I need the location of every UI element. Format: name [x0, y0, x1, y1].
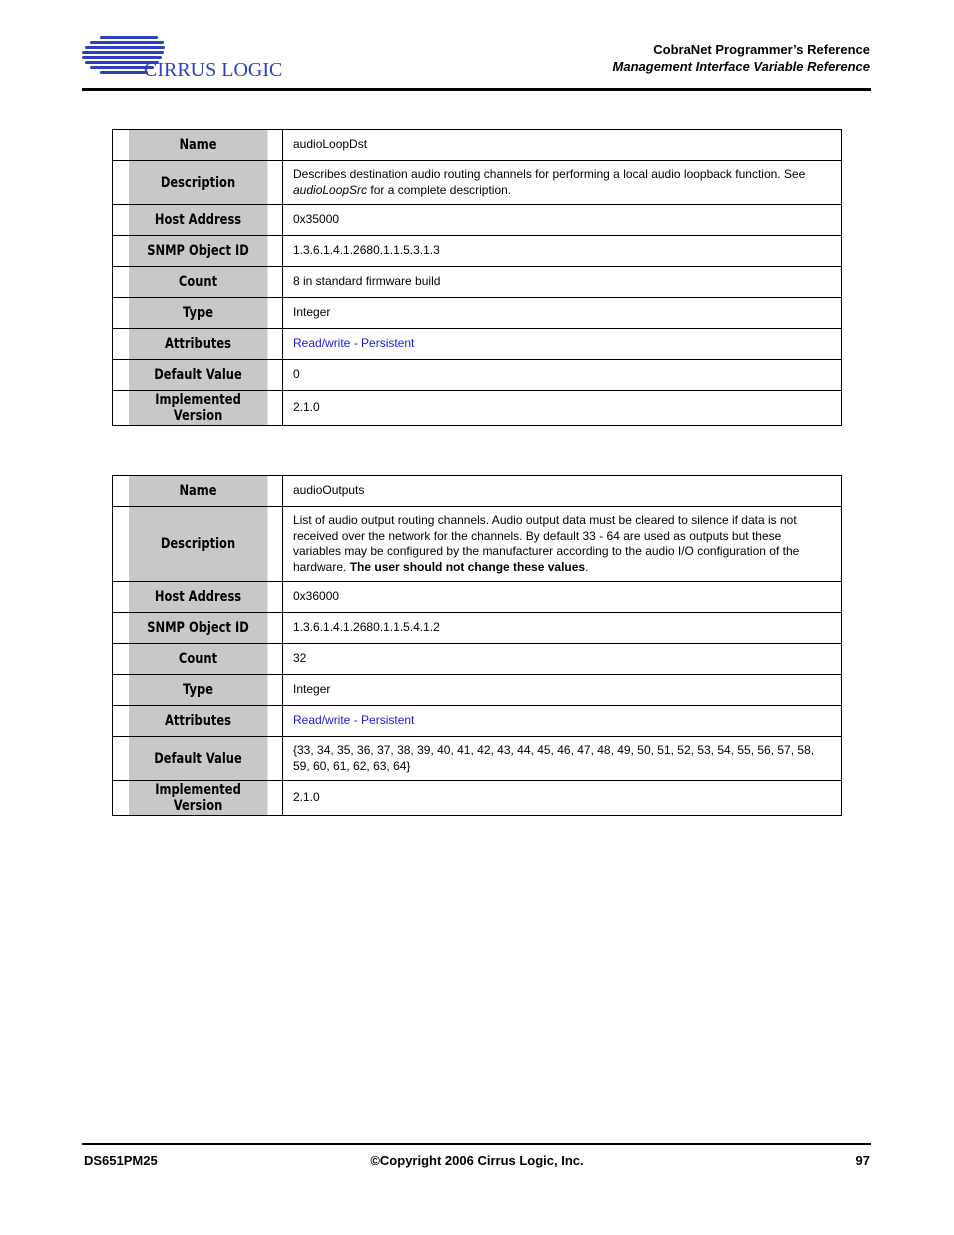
table-row: [113, 582, 842, 613]
row-value: 0x35000: [283, 205, 842, 236]
table-row: [113, 737, 842, 781]
table-row: [113, 644, 842, 675]
row-key: Implemented Version: [128, 391, 267, 426]
row-value: 2.1.0: [283, 781, 842, 816]
table-row: [113, 613, 842, 644]
table-row: [113, 675, 842, 706]
row-value: audioOutputs: [283, 476, 842, 507]
row-value: audioLoopDst: [283, 130, 842, 161]
row-key: Name: [128, 130, 267, 161]
doc-title: CobraNet Programmer’s Reference: [653, 42, 870, 57]
row-value: 0: [283, 360, 842, 391]
cross-reference: audioLoopSrc: [293, 182, 368, 197]
warning-text: The user should not change these values: [349, 559, 586, 574]
cirrus-logic-logo: [82, 33, 297, 81]
table-row: [113, 391, 842, 426]
row-key: Attributes: [128, 329, 267, 360]
row-value: 32: [283, 644, 842, 675]
row-value: {33, 34, 35, 36, 37, 38, 39, 40, 41, 42, 43, 44, 45, 46, 47, 48, 49, 50, 51, 52, 53, 54, 55, 56, 57, 58, 59, 60, 61, 62, 63, 64}: [283, 737, 842, 781]
row-value: List of audio output routing channels. Audio output data must be cleared to silence if data is not received over the network for the channels. By default 33 - 64 are used as outputs but these variables may be configured by the manufacturer according to the audio I/O configuration of the hardware. The user should not change these values.: [283, 507, 842, 582]
header-rule: [82, 88, 871, 91]
row-value: 8 in standard firmware build: [283, 267, 842, 298]
row-key: Count: [128, 644, 267, 675]
row-key: Host Address: [128, 205, 267, 236]
page-header: [613, 41, 870, 75]
section-title: Management Interface Variable Reference: [612, 59, 870, 74]
table-row: [113, 507, 842, 582]
row-key: Description: [128, 507, 267, 582]
table-row: [113, 298, 842, 329]
doc-id: DS651PM25: [84, 1153, 158, 1168]
row-key: Default Value: [128, 737, 267, 781]
table-row: [113, 706, 842, 737]
row-value: Integer: [283, 298, 842, 329]
row-key: Host Address: [128, 582, 267, 613]
attributes-link[interactable]: Read/write - Persistent: [293, 713, 415, 728]
row-value: Describes destination audio routing channels for performing a local audio loopback function. See audioLoopSrc for a complete description.: [283, 161, 842, 205]
row-value: 1.3.6.1.4.1.2680.1.1.5.4.1.2: [283, 613, 842, 644]
row-value: 1.3.6.1.4.1.2680.1.1.5.3.1.3: [283, 236, 842, 267]
row-key: Implemented Version: [128, 781, 267, 816]
row-key: Type: [128, 675, 267, 706]
table-row: [113, 360, 842, 391]
variable-table-audioLoopDst: [112, 129, 842, 426]
table-row: [113, 267, 842, 298]
footer-rule: [82, 1143, 871, 1145]
row-key: Attributes: [128, 706, 267, 737]
row-value: Integer: [283, 675, 842, 706]
row-key: SNMP Object ID: [128, 236, 267, 267]
logo-wordmark: CIRRUS LOGIC: [144, 59, 283, 81]
copyright: ©Copyright 2006 Cirrus Logic, Inc.: [370, 1153, 584, 1168]
table-row: [113, 781, 842, 816]
attributes-link[interactable]: Read/write - Persistent: [293, 336, 415, 351]
table-row: [113, 236, 842, 267]
row-value: 2.1.0: [283, 391, 842, 426]
table-row: [113, 329, 842, 360]
table-row: [113, 161, 842, 205]
row-key: Count: [128, 267, 267, 298]
row-key: SNMP Object ID: [128, 613, 267, 644]
page-number: 97: [855, 1153, 870, 1168]
row-key: Description: [128, 161, 267, 205]
table-row: [113, 205, 842, 236]
variable-table-audioOutputs: [112, 475, 842, 816]
table-row: [113, 130, 842, 161]
row-value: 0x36000: [283, 582, 842, 613]
row-key: Name: [128, 476, 267, 507]
row-key: Default Value: [128, 360, 267, 391]
table-row: [113, 476, 842, 507]
row-key: Type: [128, 298, 267, 329]
